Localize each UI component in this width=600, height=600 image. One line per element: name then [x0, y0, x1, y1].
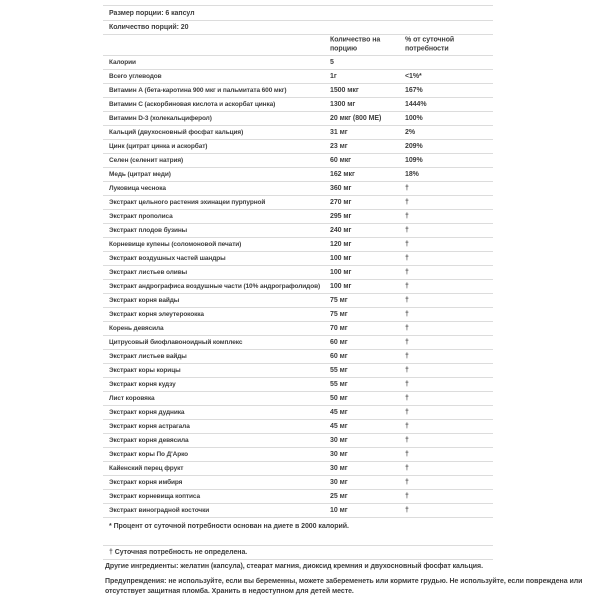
other-ingredients [105, 562, 594, 572]
ingredient-name: Экстракт корня кудзу [109, 381, 176, 388]
supplement-facts-panel [103, 5, 493, 560]
daily-value: † [405, 367, 409, 374]
amount-value: 1300 мг [330, 101, 356, 108]
amount-value: 100 мг [330, 255, 352, 262]
daily-value: 18% [405, 171, 419, 178]
table-row [103, 406, 493, 420]
amount-value: 55 мг [330, 367, 348, 374]
table-row [103, 434, 493, 448]
table-row [103, 196, 493, 210]
column-header-daily-value: % от суточной потребности [405, 36, 455, 53]
daily-value: † [405, 241, 409, 248]
ingredient-name: Корень девясила [109, 325, 164, 332]
daily-value: † [405, 465, 409, 472]
daily-value: † [405, 311, 409, 318]
amount-value: 23 мг [330, 143, 348, 150]
ingredient-name: Цитрусовый биофлавоноидный комплекс [109, 339, 243, 346]
amount-value: 270 мг [330, 199, 352, 206]
ingredient-name: Лист коровяка [109, 395, 155, 402]
ingredient-name: Кальций (двухосновный фосфат кальция) [109, 129, 244, 136]
table-row [103, 364, 493, 378]
table-row [103, 224, 493, 238]
ingredient-name: Экстракт корня дудника [109, 409, 185, 416]
footnote-percent [103, 518, 493, 546]
table-row [103, 504, 493, 518]
amount-value: 1500 мкг [330, 87, 359, 94]
ingredient-name: Витамин С (аскорбиновая кислота и аскорбат цинка) [109, 101, 276, 108]
table-row [103, 280, 493, 294]
daily-value: † [405, 325, 409, 332]
ingredient-name: Экстракт корня имбиря [109, 479, 183, 486]
amount-value: 31 мг [330, 129, 348, 136]
amount-value: 295 мг [330, 213, 352, 220]
ingredient-name: Экстракт коры корицы [109, 367, 181, 374]
servings-per-container-row [103, 21, 493, 35]
daily-value: † [405, 479, 409, 486]
table-row [103, 84, 493, 98]
ingredient-name: Экстракт виноградной косточки [109, 507, 210, 514]
amount-value: 60 мг [330, 339, 348, 346]
table-row [103, 168, 493, 182]
amount-value: 30 мг [330, 437, 348, 444]
amount-value: 240 мг [330, 227, 352, 234]
ingredient-name: Экстракт листьев вайды [109, 353, 187, 360]
table-row [103, 266, 493, 280]
table-row [103, 322, 493, 336]
table-row [103, 308, 493, 322]
table-row [103, 238, 493, 252]
table-row [103, 378, 493, 392]
table-row [103, 392, 493, 406]
ingredient-name: Корневище купены (соломоновой печати) [109, 241, 242, 248]
table-row [103, 154, 493, 168]
ingredient-name: Калории [109, 59, 136, 66]
daily-value: 100% [405, 115, 423, 122]
amount-value: 55 мг [330, 381, 348, 388]
table-row [103, 126, 493, 140]
ingredient-name: Экстракт корня вайды [109, 297, 180, 304]
table-row [103, 476, 493, 490]
footnote-dagger-text: † Суточная потребность не определена. [109, 549, 248, 556]
daily-value: † [405, 283, 409, 290]
daily-value: † [405, 451, 409, 458]
amount-value: 1г [330, 73, 337, 80]
amount-value: 70 мг [330, 325, 348, 332]
table-row [103, 252, 493, 266]
table-row [103, 420, 493, 434]
table-row [103, 490, 493, 504]
ingredient-name: Витамин D-3 (холекальциферол) [109, 115, 212, 122]
ingredient-name: Экстракт прополиса [109, 213, 173, 220]
daily-value: † [405, 339, 409, 346]
amount-value: 120 мг [330, 241, 352, 248]
daily-value: † [405, 507, 409, 514]
daily-value: † [405, 395, 409, 402]
daily-value: 109% [405, 157, 423, 164]
table-row [103, 140, 493, 154]
daily-value: † [405, 269, 409, 276]
other-ingredients-text: Другие ингредиенты: желатин (капсула), стеарат магния, диоксид кремния и двухосновный фосфат кальция. [105, 563, 483, 570]
daily-value: † [405, 185, 409, 192]
serving-size-text: Размер порции: 6 капсул [109, 9, 195, 17]
table-row [103, 294, 493, 308]
ingredient-name: Селен (селенит натрия) [109, 157, 184, 164]
table-row [103, 70, 493, 84]
table-row [103, 182, 493, 196]
amount-value: 10 мг [330, 507, 348, 514]
ingredient-name: Всего углеводов [109, 73, 162, 80]
daily-value: † [405, 297, 409, 304]
ingredient-name: Витамин А (бета-каротина 900 мкг и пальмитата 600 мкг) [109, 87, 287, 94]
facts-rows [103, 56, 493, 518]
footnote-percent-text: * Процент от суточной потребности основан на диете в 2000 калорий. [109, 523, 349, 530]
amount-value: 60 мг [330, 353, 348, 360]
amount-value: 75 мг [330, 297, 348, 304]
daily-value: † [405, 493, 409, 500]
facts-header-row [103, 35, 493, 56]
amount-value: 20 мкг (800 МЕ) [330, 115, 382, 122]
ingredient-name: Экстракт корневища коптиса [109, 493, 200, 500]
daily-value: † [405, 199, 409, 206]
amount-value: 360 мг [330, 185, 352, 192]
amount-value: 75 мг [330, 311, 348, 318]
table-row [103, 56, 493, 70]
footnote-dagger [103, 546, 493, 560]
table-row [103, 98, 493, 112]
ingredient-name: Цинк (цитрат цинка и аскорбат) [109, 143, 208, 150]
table-row [103, 448, 493, 462]
daily-value: † [405, 227, 409, 234]
ingredient-name: Экстракт коры По Д'Арко [109, 451, 189, 458]
amount-value: 30 мг [330, 451, 348, 458]
ingredient-name: Кайенский перец фрукт [109, 465, 184, 472]
amount-value: 5 [330, 59, 334, 66]
ingredient-name: Медь (цитрат меди) [109, 171, 171, 178]
warnings-text: Предупреждения: не используйте, если вы беременны, можете забеременеть или кормите грудью. Не используйте, если повреждена или отсутствует защитная пломба. Хранить в недоступном для детей месте. [105, 578, 583, 595]
amount-value: 100 мг [330, 269, 352, 276]
amount-value: 50 мг [330, 395, 348, 402]
ingredient-name: Экстракт корня девясила [109, 437, 189, 444]
warnings [105, 577, 594, 596]
daily-value: † [405, 423, 409, 430]
servings-per-container-text: Количество порций: 20 [109, 24, 189, 31]
table-row [103, 350, 493, 364]
amount-value: 30 мг [330, 479, 348, 486]
daily-value: <1%* [405, 73, 422, 80]
daily-value: † [405, 409, 409, 416]
amount-value: 60 мкг [330, 157, 352, 164]
table-row [103, 462, 493, 476]
table-row [103, 112, 493, 126]
ingredient-name: Экстракт воздушных частей шандры [109, 255, 226, 262]
daily-value: † [405, 213, 409, 220]
daily-value: 167% [405, 87, 423, 94]
daily-value: 1444% [405, 101, 427, 108]
amount-value: 30 мг [330, 465, 348, 472]
ingredient-name: Экстракт плодов бузины [109, 227, 188, 234]
daily-value: † [405, 353, 409, 360]
amount-value: 45 мг [330, 423, 348, 430]
daily-value: † [405, 381, 409, 388]
ingredient-name: Экстракт андрографиса воздушные части (10% андрографолидов) [109, 283, 321, 290]
ingredient-name: Экстракт корня элеутерококка [109, 311, 204, 318]
ingredient-name: Экстракт корня астрагала [109, 423, 190, 430]
ingredient-name: Луковица чеснока [109, 185, 166, 192]
ingredient-name: Экстракт цельного растения эхинацеи пурпурной [109, 199, 266, 206]
column-header-amount: Количество на порцию [330, 36, 381, 53]
serving-size-row [103, 6, 493, 21]
daily-value: 209% [405, 143, 423, 150]
ingredient-name: Экстракт листьев оливы [109, 269, 188, 276]
table-row [103, 210, 493, 224]
daily-value: 2% [405, 129, 416, 136]
amount-value: 25 мг [330, 493, 348, 500]
table-row [103, 336, 493, 350]
daily-value: † [405, 255, 409, 262]
amount-value: 162 мкг [330, 171, 355, 178]
amount-value: 45 мг [330, 409, 348, 416]
amount-value: 100 мг [330, 283, 352, 290]
daily-value: † [405, 437, 409, 444]
